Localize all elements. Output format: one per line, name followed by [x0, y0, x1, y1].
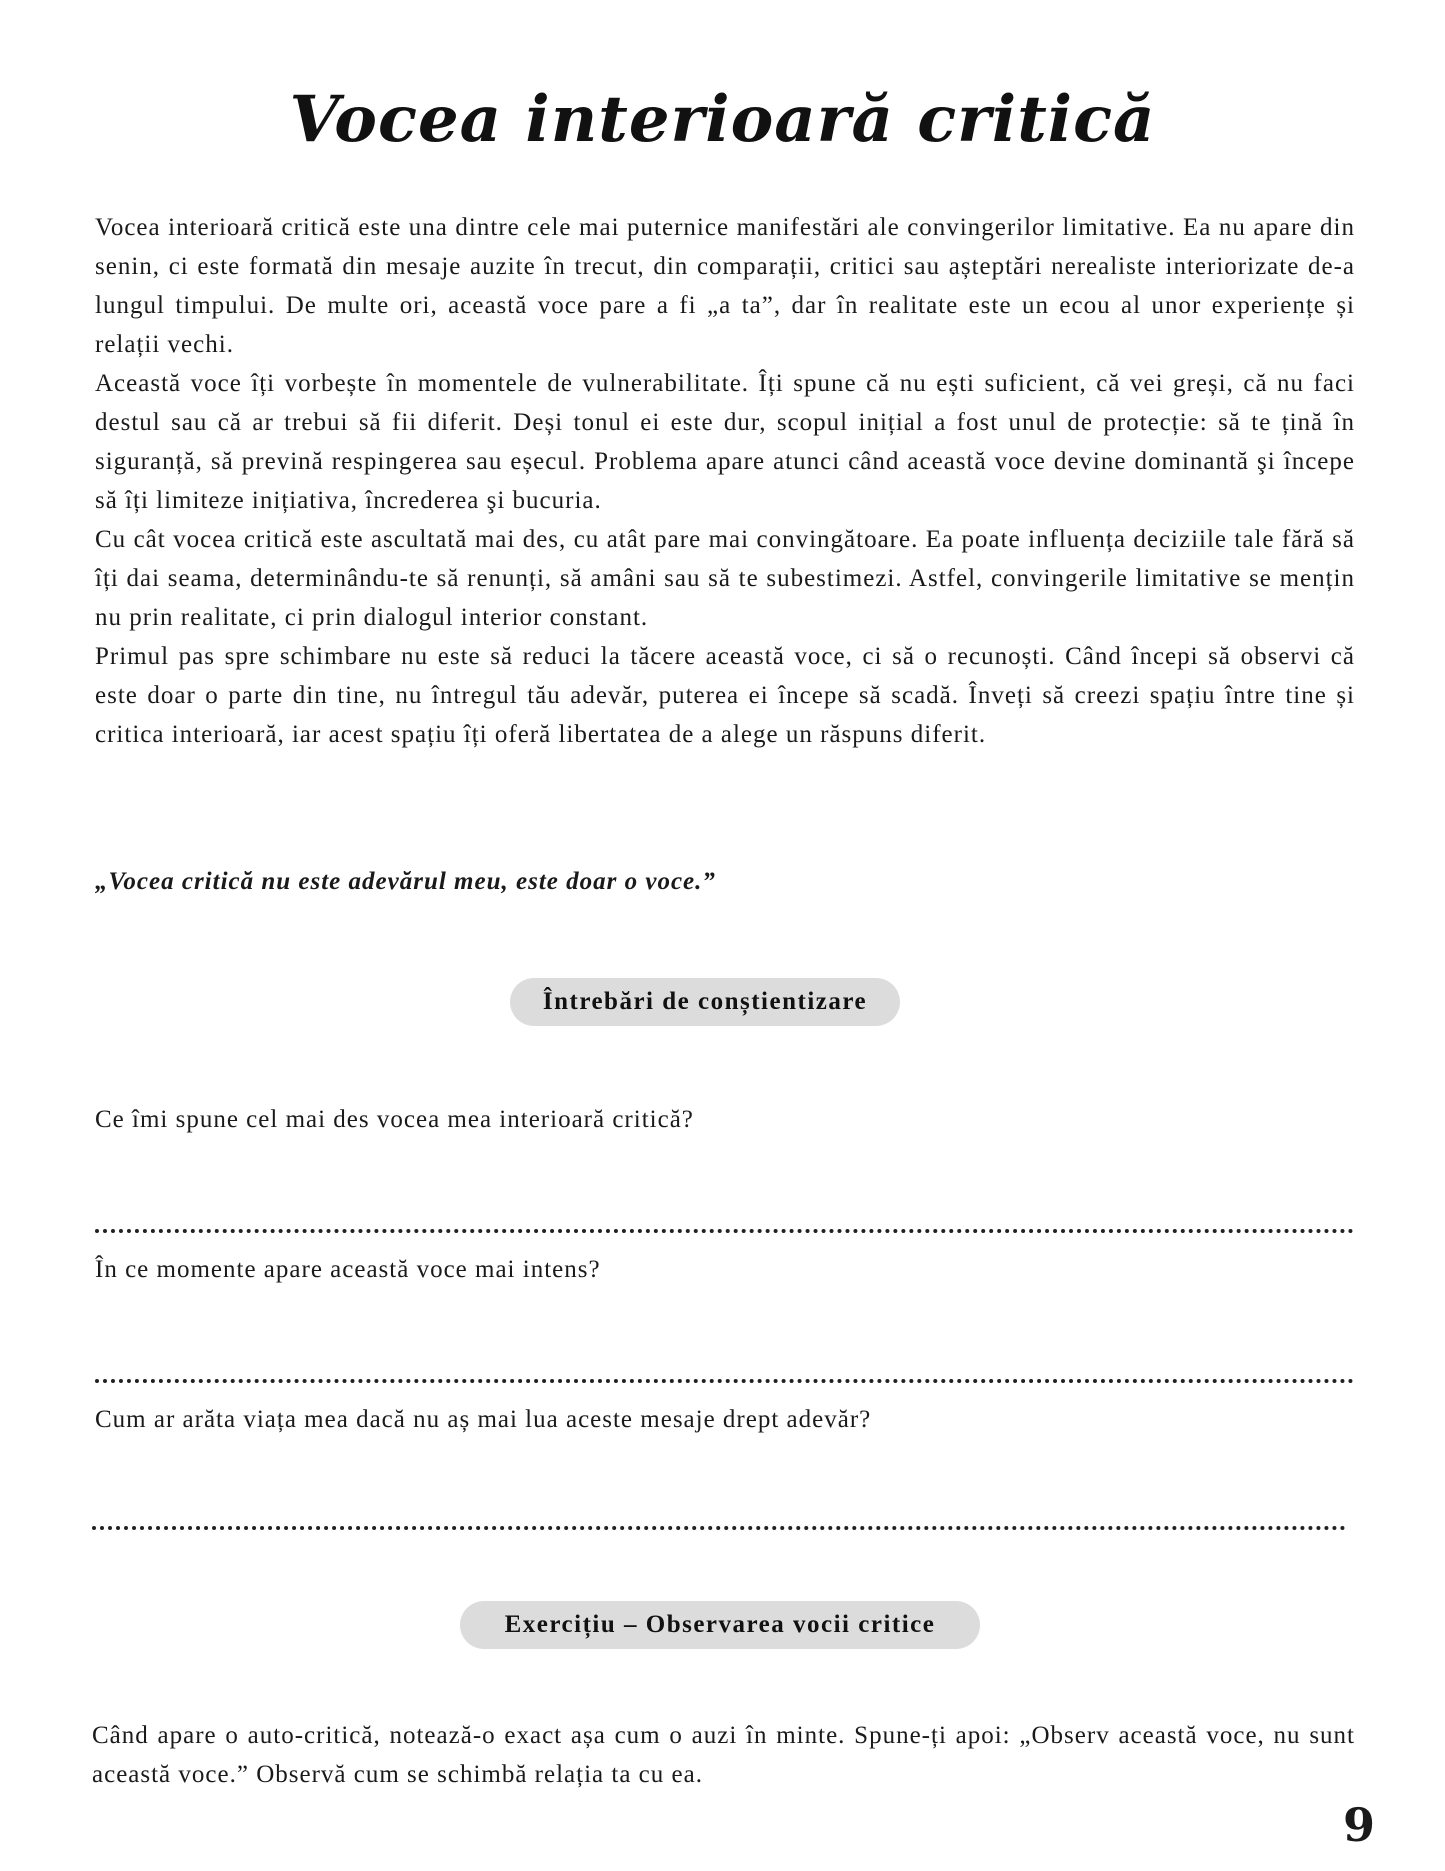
answer-line-3[interactable] [92, 1526, 1346, 1530]
page-title: Vocea interioară critică [289, 82, 1156, 157]
paragraph: Această voce îți vorbește în momentele de vulnerabilitate. Îți spune că nu ești suficient, că vei greși, că nu faci destul sau că ar trebui să fii diferit. Deși tonul ei este dur, scopul inițial a fost unul de protecție: să te țină în siguranță, să prevină respingerea sau eșecul. Problema apare atunci când această voce devine dominantă şi începe să îți limiteze inițiativa, încrederea şi bucuria. [95, 370, 1355, 514]
paragraph: Cu cât vocea critică este ascultată mai des, cu atât pare mai convingătoare. Ea poate influența deciziile tale fără să îți dai seama, determinându-te să renunți, să amâni sau să te subestimezi. Astfel, convingerile limitative se mențin nu prin realitate, ci prin dialogul interior constant. [95, 526, 1355, 631]
answer-line-2[interactable] [95, 1379, 1354, 1383]
answer-line-1[interactable] [95, 1229, 1354, 1233]
question-1: Ce îmi spune cel mai des vocea mea interioară critică? [95, 1106, 694, 1133]
awareness-heading: Întrebări de conștientizare [510, 978, 900, 1026]
highlight-quote: „Vocea critică nu este adevărul meu, este doar o voce.” [95, 868, 716, 895]
exercise-text: Când apare o auto-critică, notează-o exact așa cum o auzi în minte. Spune-ți apoi: „Observ această voce, nu sunt această voce.” Observă cum se schimbă relația ta cu ea. [92, 1722, 1355, 1788]
question-2: În ce momente apare această voce mai intens? [95, 1256, 601, 1283]
exercise-heading: Exercițiu – Observarea vocii critice [460, 1601, 980, 1649]
paragraph: Primul pas spre schimbare nu este să reduci la tăcere această voce, ci să o recunoști. Când începi să observi că este doar o parte din tine, nu întregul tău adevăr, puterea ei începe să scadă. Înveți să creezi spațiu între tine și critica interioară, iar acest spațiu îți oferă libertatea de a alege un răspuns diferit. [95, 643, 1355, 748]
question-3: Cum ar arăta viața mea dacă nu aș mai lua aceste mesaje drept adevăr? [95, 1406, 872, 1433]
body-text [95, 208, 1355, 754]
paragraph: Vocea interioară critică este una dintre cele mai puternice manifestări ale convingerilor limitative. Ea nu apare din senin, ci este formată din mesaje auzite în trecut, din comparații, critici sau așteptări nerealiste interiorizate de-a lungul timpului. De multe ori, această voce pare a fi „a ta”, dar în realitate este un ecou al unor experiențe și relații vechi. [95, 214, 1355, 358]
page-number: 9 [1342, 1798, 1375, 1852]
